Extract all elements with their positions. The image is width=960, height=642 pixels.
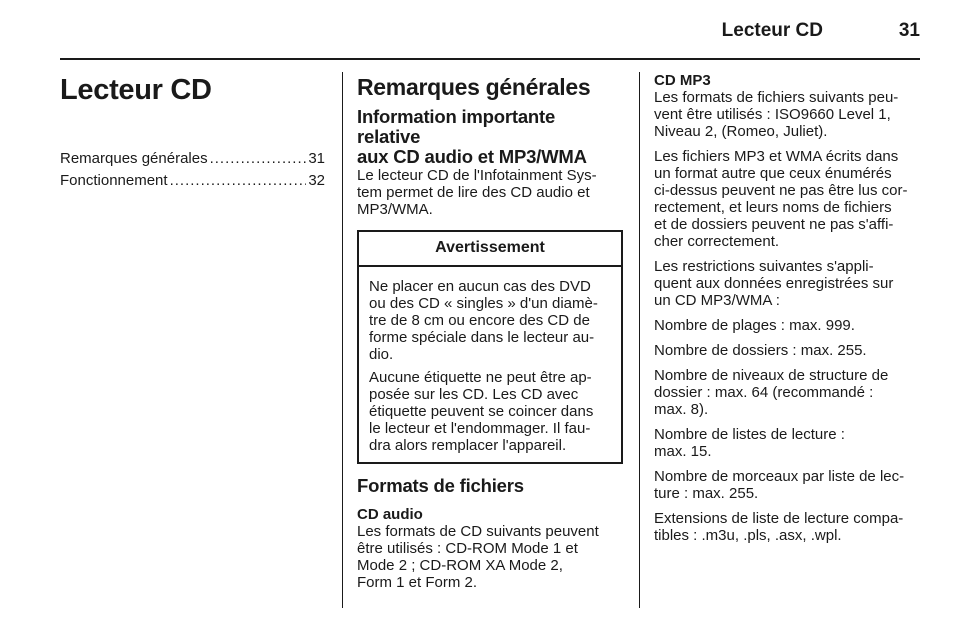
text-line: dio. <box>369 346 394 363</box>
toc-entry-page: 31 <box>308 150 325 167</box>
text-line: tre de 8 cm ou encore des CD de <box>369 312 590 329</box>
text-line: un format autre que ceux énumérés <box>654 165 892 182</box>
text-line: Les formats de CD suivants peuvent <box>357 523 599 540</box>
text-line: Ne placer en aucun cas des DVD <box>369 278 591 295</box>
page-number: 31 <box>898 20 920 41</box>
text-line: être utilisés : CD-ROM Mode 1 et <box>357 540 578 557</box>
mp3-paragraph-4 <box>654 317 922 334</box>
text-line: le lecteur et l'endommager. Il fau- <box>369 420 591 437</box>
warning-body <box>359 267 621 462</box>
text-line: Nombre de plages : max. 999. <box>654 317 855 334</box>
section-title: Remarques générales <box>357 74 591 100</box>
header-title: Lecteur CD <box>721 20 823 41</box>
text-line: Nombre de niveaux de structure de <box>654 367 889 384</box>
text-line: MP3/WMA. <box>357 201 433 218</box>
info-paragraph <box>357 167 623 218</box>
text-line: Information importante relative <box>357 106 556 147</box>
warning-paragraph-1 <box>369 278 609 363</box>
text-line: dra alors remplacer l'appareil. <box>369 437 567 454</box>
text-line: Les fichiers MP3 et WMA écrits dans <box>654 148 899 165</box>
cd-audio-paragraph <box>357 523 623 591</box>
text-line: Niveau 2, (Romeo, Juliet). <box>654 123 828 140</box>
text-line: max. 8). <box>654 401 709 418</box>
text-line: Le lecteur CD de l'Infotainment Sys- <box>357 167 597 184</box>
text-line: ou des CD « singles » d'un diamè- <box>369 295 598 312</box>
column-divider-left <box>342 72 343 608</box>
text-line: rectement, et leurs noms de fichiers <box>654 199 892 216</box>
mp3-paragraph-6 <box>654 367 922 418</box>
warning-paragraph-2 <box>369 369 609 454</box>
text-line: ture : max. 255. <box>654 485 759 502</box>
text-line: Mode 2 ; CD-ROM XA Mode 2, <box>357 557 563 574</box>
chapter-title: Lecteur CD <box>60 74 212 106</box>
mp3-paragraph-7 <box>654 426 922 460</box>
text-line: Form 1 et Form 2. <box>357 574 478 591</box>
info-heading <box>357 107 623 167</box>
text-line: Nombre de listes de lecture : <box>654 426 845 443</box>
text-line: un CD MP3/WMA : <box>654 292 780 309</box>
column-divider-right <box>639 72 640 608</box>
text-line: Aucune étiquette ne peut être ap- <box>369 369 592 386</box>
toc-entry-page: 32 <box>308 172 325 189</box>
column-toc <box>60 72 325 192</box>
text-line: étiquette peuvent se coincer dans <box>369 403 594 420</box>
text-line: vent être utilisés : ISO9660 Level 1, <box>654 106 891 123</box>
toc-leader-dots <box>170 170 307 191</box>
warning-box <box>357 230 623 464</box>
text-line: tibles : .m3u, .pls, .asx, .wpl. <box>654 527 842 544</box>
text-line: ci-dessus peuvent ne pas être lus cor- <box>654 182 908 199</box>
toc-entry-label: Remarques générales <box>60 150 208 167</box>
text-line: et de dossiers peuvent ne pas s'affi- <box>654 216 894 233</box>
column-general-remarks <box>357 72 623 597</box>
text-line: Extensions de liste de lecture compa- <box>654 510 904 527</box>
text-line: Nombre de morceaux par liste de lec- <box>654 468 905 485</box>
mp3-paragraph-9 <box>654 510 922 544</box>
cd-mp3-heading: CD MP3 <box>654 72 711 89</box>
toc-entry-fonctionnement[interactable] <box>60 170 325 191</box>
text-line: max. 15. <box>654 443 712 460</box>
mp3-paragraph-2 <box>654 148 922 250</box>
text-line: posée sur les CD. Les CD avec <box>369 386 579 403</box>
toc-entry-label: Fonctionnement <box>60 172 168 189</box>
text-line: aux CD audio et MP3/WMA <box>357 146 587 167</box>
text-line: cher correctement. <box>654 233 780 250</box>
cd-audio-heading: CD audio <box>357 506 423 523</box>
header-rule <box>60 58 920 60</box>
text-line: quent aux données enregistrées sur <box>654 275 894 292</box>
column-cd-mp3 <box>654 72 922 552</box>
text-line: dossier : max. 64 (recommandé : <box>654 384 874 401</box>
mp3-paragraph-8 <box>654 468 922 502</box>
toc-leader-dots <box>210 148 307 169</box>
toc-entry-remarques[interactable] <box>60 148 325 169</box>
text-line: forme spéciale dans le lecteur au- <box>369 329 595 346</box>
formats-heading: Formats de fichiers <box>357 475 524 496</box>
warning-title: Avertissement <box>359 232 621 267</box>
text-line: Les formats de fichiers suivants peu- <box>654 89 899 106</box>
mp3-paragraph-3 <box>654 258 922 309</box>
text-line: Les restrictions suivantes s'appli- <box>654 258 874 275</box>
mp3-paragraph-1 <box>654 89 922 140</box>
text-line: tem permet de lire des CD audio et <box>357 184 590 201</box>
mp3-paragraph-5 <box>654 342 922 359</box>
text-line: Nombre de dossiers : max. 255. <box>654 342 867 359</box>
